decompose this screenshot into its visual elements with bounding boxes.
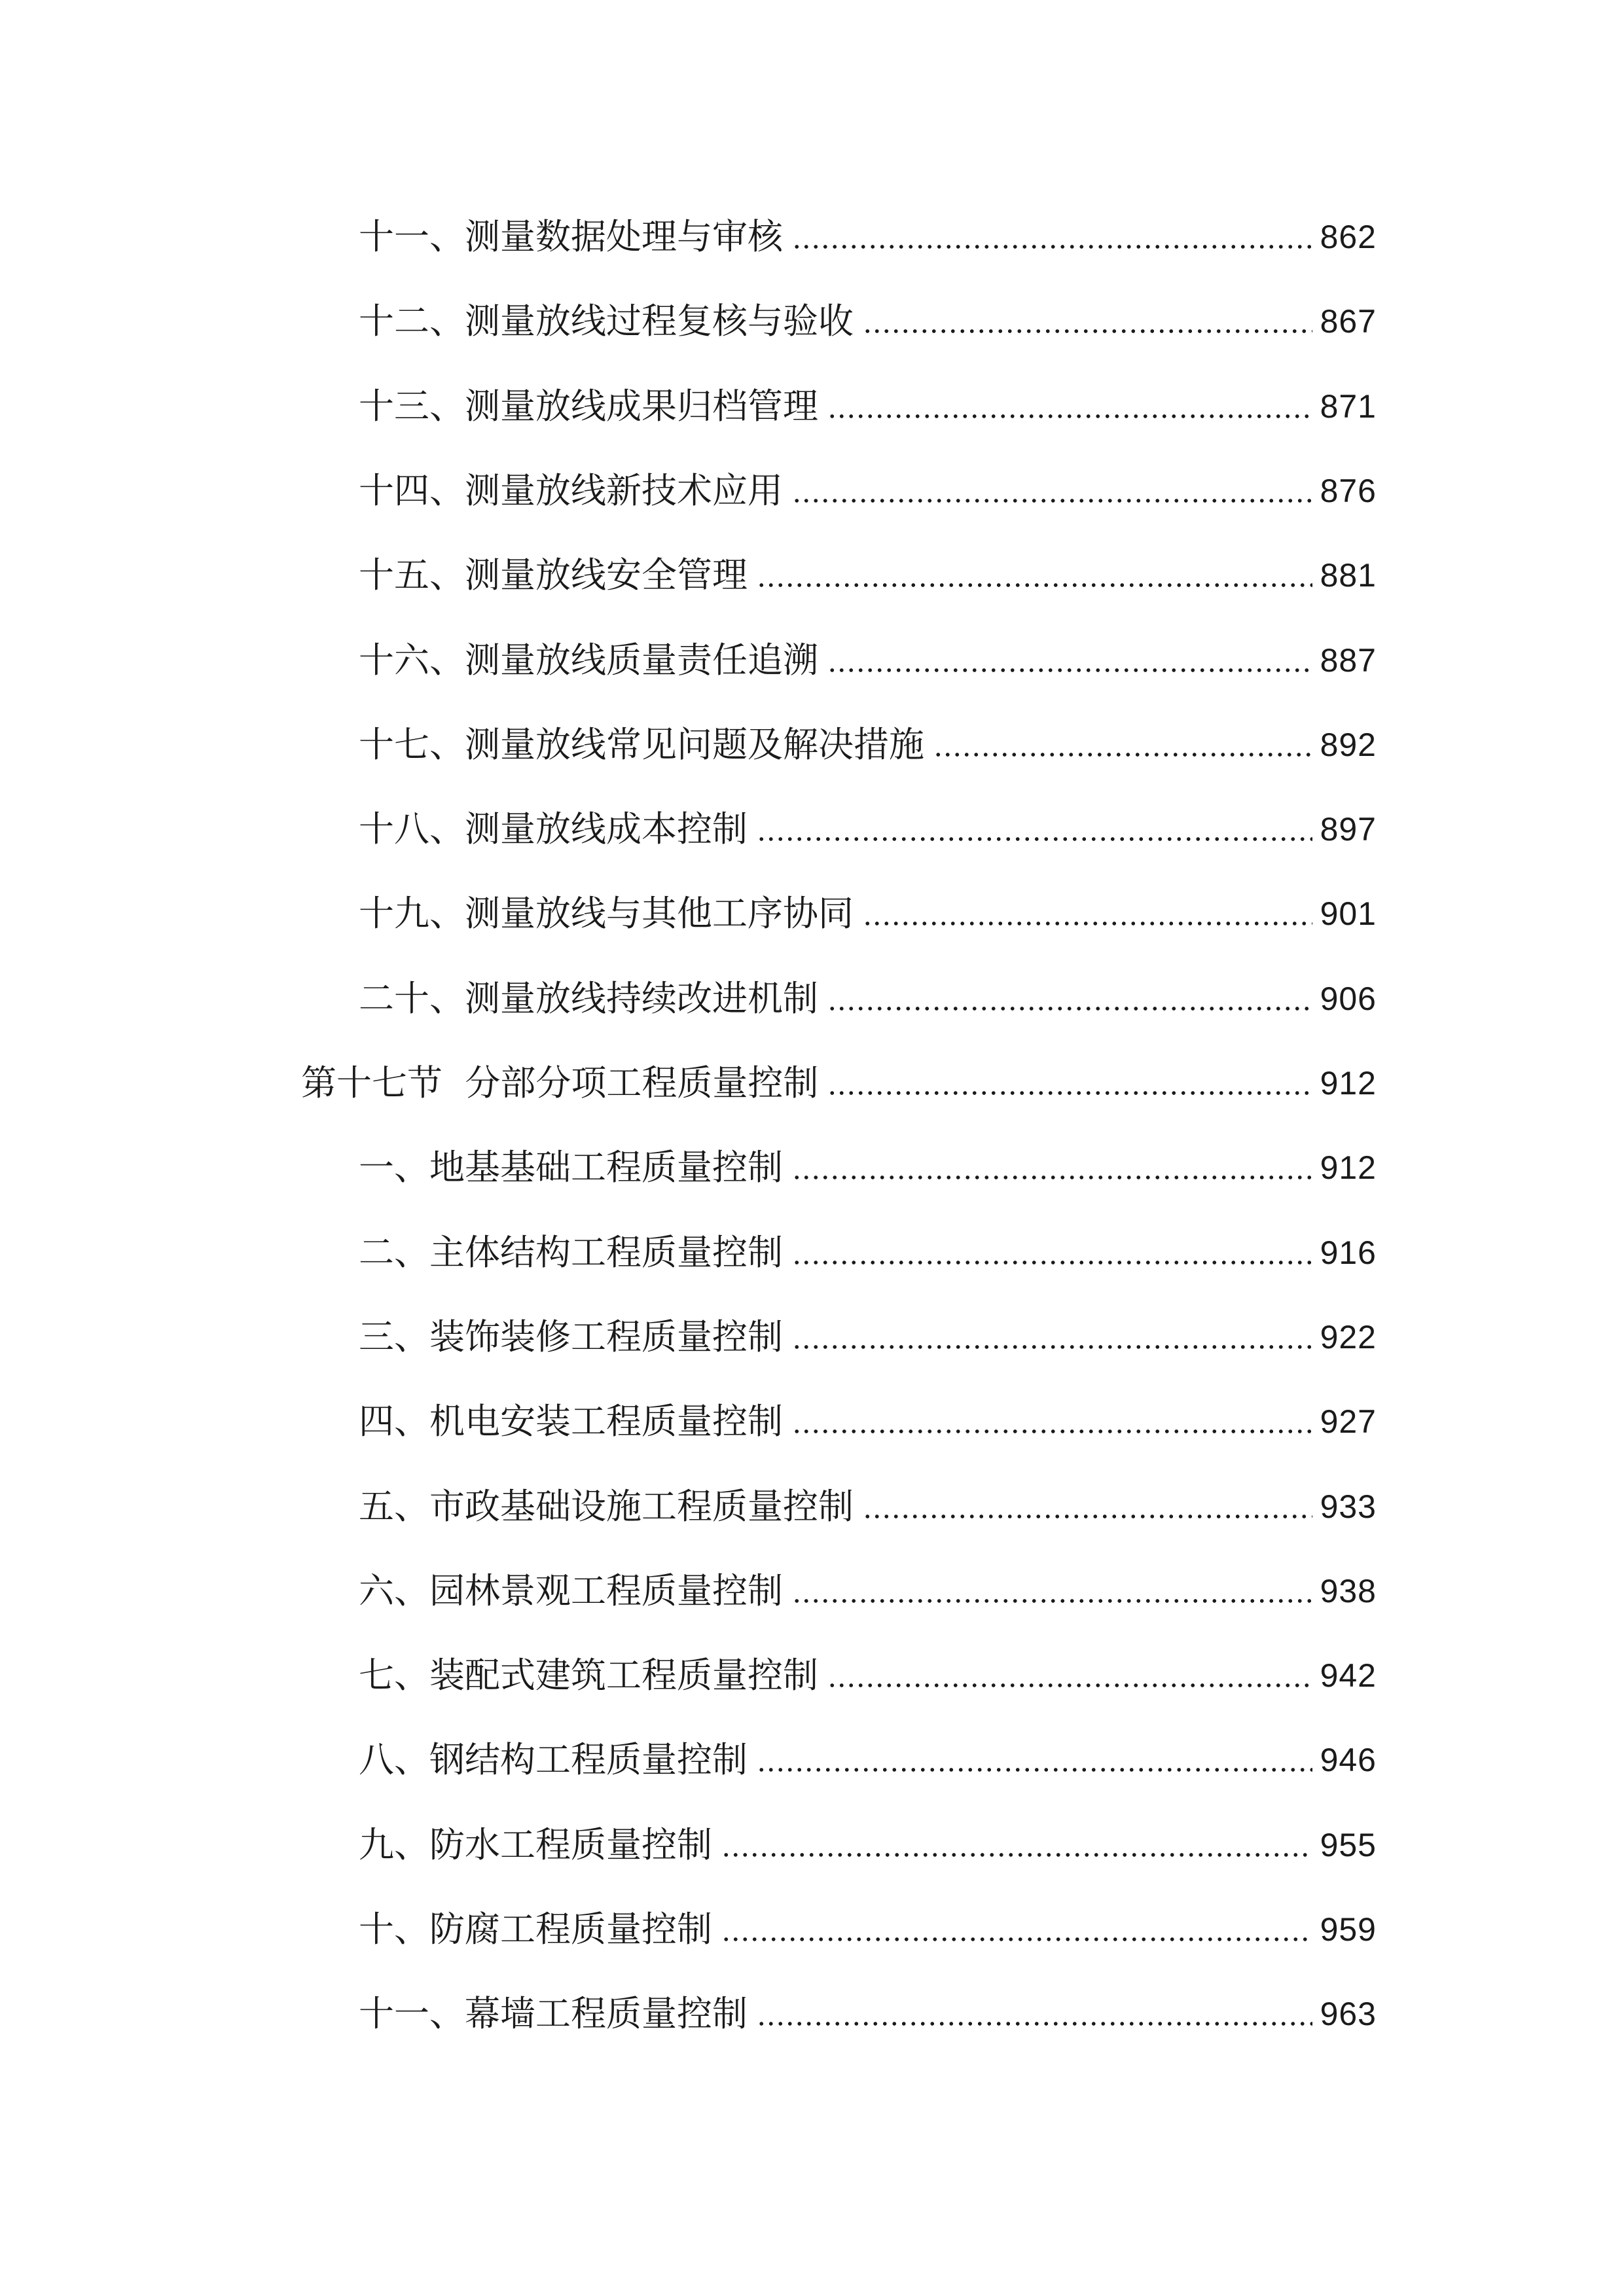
toc-entry-page-number: 897 [1320,811,1377,848]
toc-entry[interactable] [359,634,1377,687]
toc-entry-page-number: 862 [1320,219,1377,255]
dot-leader [827,1091,1312,1095]
toc-entry-page-number: 901 [1320,895,1377,933]
toc-entry-page-number: 892 [1320,726,1377,763]
toc-entry-title: 九、防水工程质量控制 [359,1823,712,1865]
toc-entry[interactable] [359,888,1377,940]
toc-entry-title: 三、装饰装修工程质量控制 [359,1316,783,1357]
toc-entry[interactable] [359,465,1377,517]
toc-entry-page-number: 906 [1320,980,1377,1017]
dot-leader [721,1853,1312,1857]
toc-entry-title: 十五、测量放线安全管理 [359,554,748,596]
toc-entry-page-number: 938 [1320,1572,1377,1609]
dot-leader [863,329,1312,333]
dot-leader [721,1937,1312,1941]
dot-leader [863,1515,1312,1518]
dot-leader [827,1683,1312,1687]
toc-entry-title: 十八、测量放线成本控制 [359,808,748,850]
toc-entry[interactable] [359,1311,1377,1363]
toc-entry[interactable] [359,1903,1377,1956]
toc-entry-page-number: 871 [1320,387,1377,425]
toc-entry-title: 十三、测量放线成果归档管理 [359,385,818,427]
toc-entry[interactable] [359,1734,1377,1786]
toc-entry-page-number: 912 [1320,1065,1377,1102]
toc-entry-page-number: 955 [1320,1826,1377,1863]
dot-leader [933,753,1312,757]
toc-entry-page-number: 867 [1320,303,1377,340]
toc-entry[interactable] [359,1480,1377,1533]
toc-entry[interactable] [359,1141,1377,1194]
toc-entry-page-number: 927 [1320,1403,1377,1441]
dot-leader [827,414,1312,418]
toc-entry-title: 十一、测量数据处理与审核 [359,216,783,257]
toc-section-entry[interactable] [301,1057,1377,1109]
toc-entry-page-number: 933 [1320,1488,1377,1525]
dot-leader [757,583,1312,587]
toc-entry-title: 十二、测量放线过程复核与验收 [359,300,854,342]
dot-leader [792,1429,1312,1433]
toc-entry-title: 二、主体结构工程质量控制 [359,1231,783,1273]
toc-entry-page-number: 959 [1320,1911,1377,1948]
toc-entry-title: 十、防腐工程质量控制 [359,1909,712,1950]
toc-entry[interactable] [359,1649,1377,1702]
toc-entry-page-number: 946 [1320,1742,1377,1779]
dot-leader [792,1599,1312,1603]
dot-leader [792,245,1312,249]
toc-entry-title: 十七、测量放线常见问题及解决措施 [359,723,924,765]
toc-entry-title: 第十七节 分部分项工程质量控制 [301,1062,819,1103]
toc-entry-title: 十九、测量放线与其他工序协同 [359,893,854,935]
toc-entry-page-number: 963 [1320,1996,1377,2033]
toc-entry-title: 四、机电安装工程质量控制 [359,1401,783,1443]
toc-entry[interactable] [359,719,1377,771]
toc-entry-page-number: 887 [1320,641,1377,679]
toc-entry[interactable] [359,973,1377,1025]
toc-entry[interactable] [359,1395,1377,1448]
dot-leader [792,1261,1312,1265]
dot-leader [792,1175,1312,1179]
toc-entry-title: 七、装配式建筑工程质量控制 [359,1655,818,1696]
toc-entry[interactable] [359,1819,1377,1871]
toc-entry-title: 八、钢结构工程质量控制 [359,1739,748,1781]
toc-entry-title: 五、市政基础设施工程质量控制 [359,1485,854,1527]
toc-entry-title: 二十、测量放线持续改进机制 [359,977,818,1019]
toc-entry[interactable] [359,1565,1377,1617]
dot-leader [757,2022,1312,2026]
toc-entry[interactable] [359,295,1377,348]
toc-entry[interactable] [359,380,1377,433]
toc-entry-page-number: 922 [1320,1318,1377,1355]
toc-entry[interactable] [359,1227,1377,1279]
dot-leader [863,922,1312,925]
toc-entry[interactable] [359,549,1377,601]
dot-leader [827,668,1312,672]
dot-leader [792,1345,1312,1349]
toc-entry-page-number: 876 [1320,472,1377,509]
dot-leader [757,837,1312,841]
toc-entry-page-number: 942 [1320,1657,1377,1695]
toc-entry[interactable] [359,803,1377,855]
toc-entry-title: 十四、测量放线新技术应用 [359,469,783,511]
toc-entry-page-number: 881 [1320,557,1377,594]
toc-entry-page-number: 916 [1320,1234,1377,1271]
toc-entry-title: 六、园林景观工程质量控制 [359,1570,783,1611]
toc-entry-page-number: 912 [1320,1149,1377,1187]
toc-entry-title: 一、地基基础工程质量控制 [359,1147,783,1189]
dot-leader [792,499,1312,503]
toc-entry-title: 十一、幕墙工程质量控制 [359,1993,748,2035]
toc-entry[interactable] [359,211,1377,263]
dot-leader [827,1007,1312,1011]
toc-entry-title: 十六、测量放线质量责任追溯 [359,639,818,681]
dot-leader [757,1768,1312,1772]
toc-entry[interactable] [359,1988,1377,2040]
